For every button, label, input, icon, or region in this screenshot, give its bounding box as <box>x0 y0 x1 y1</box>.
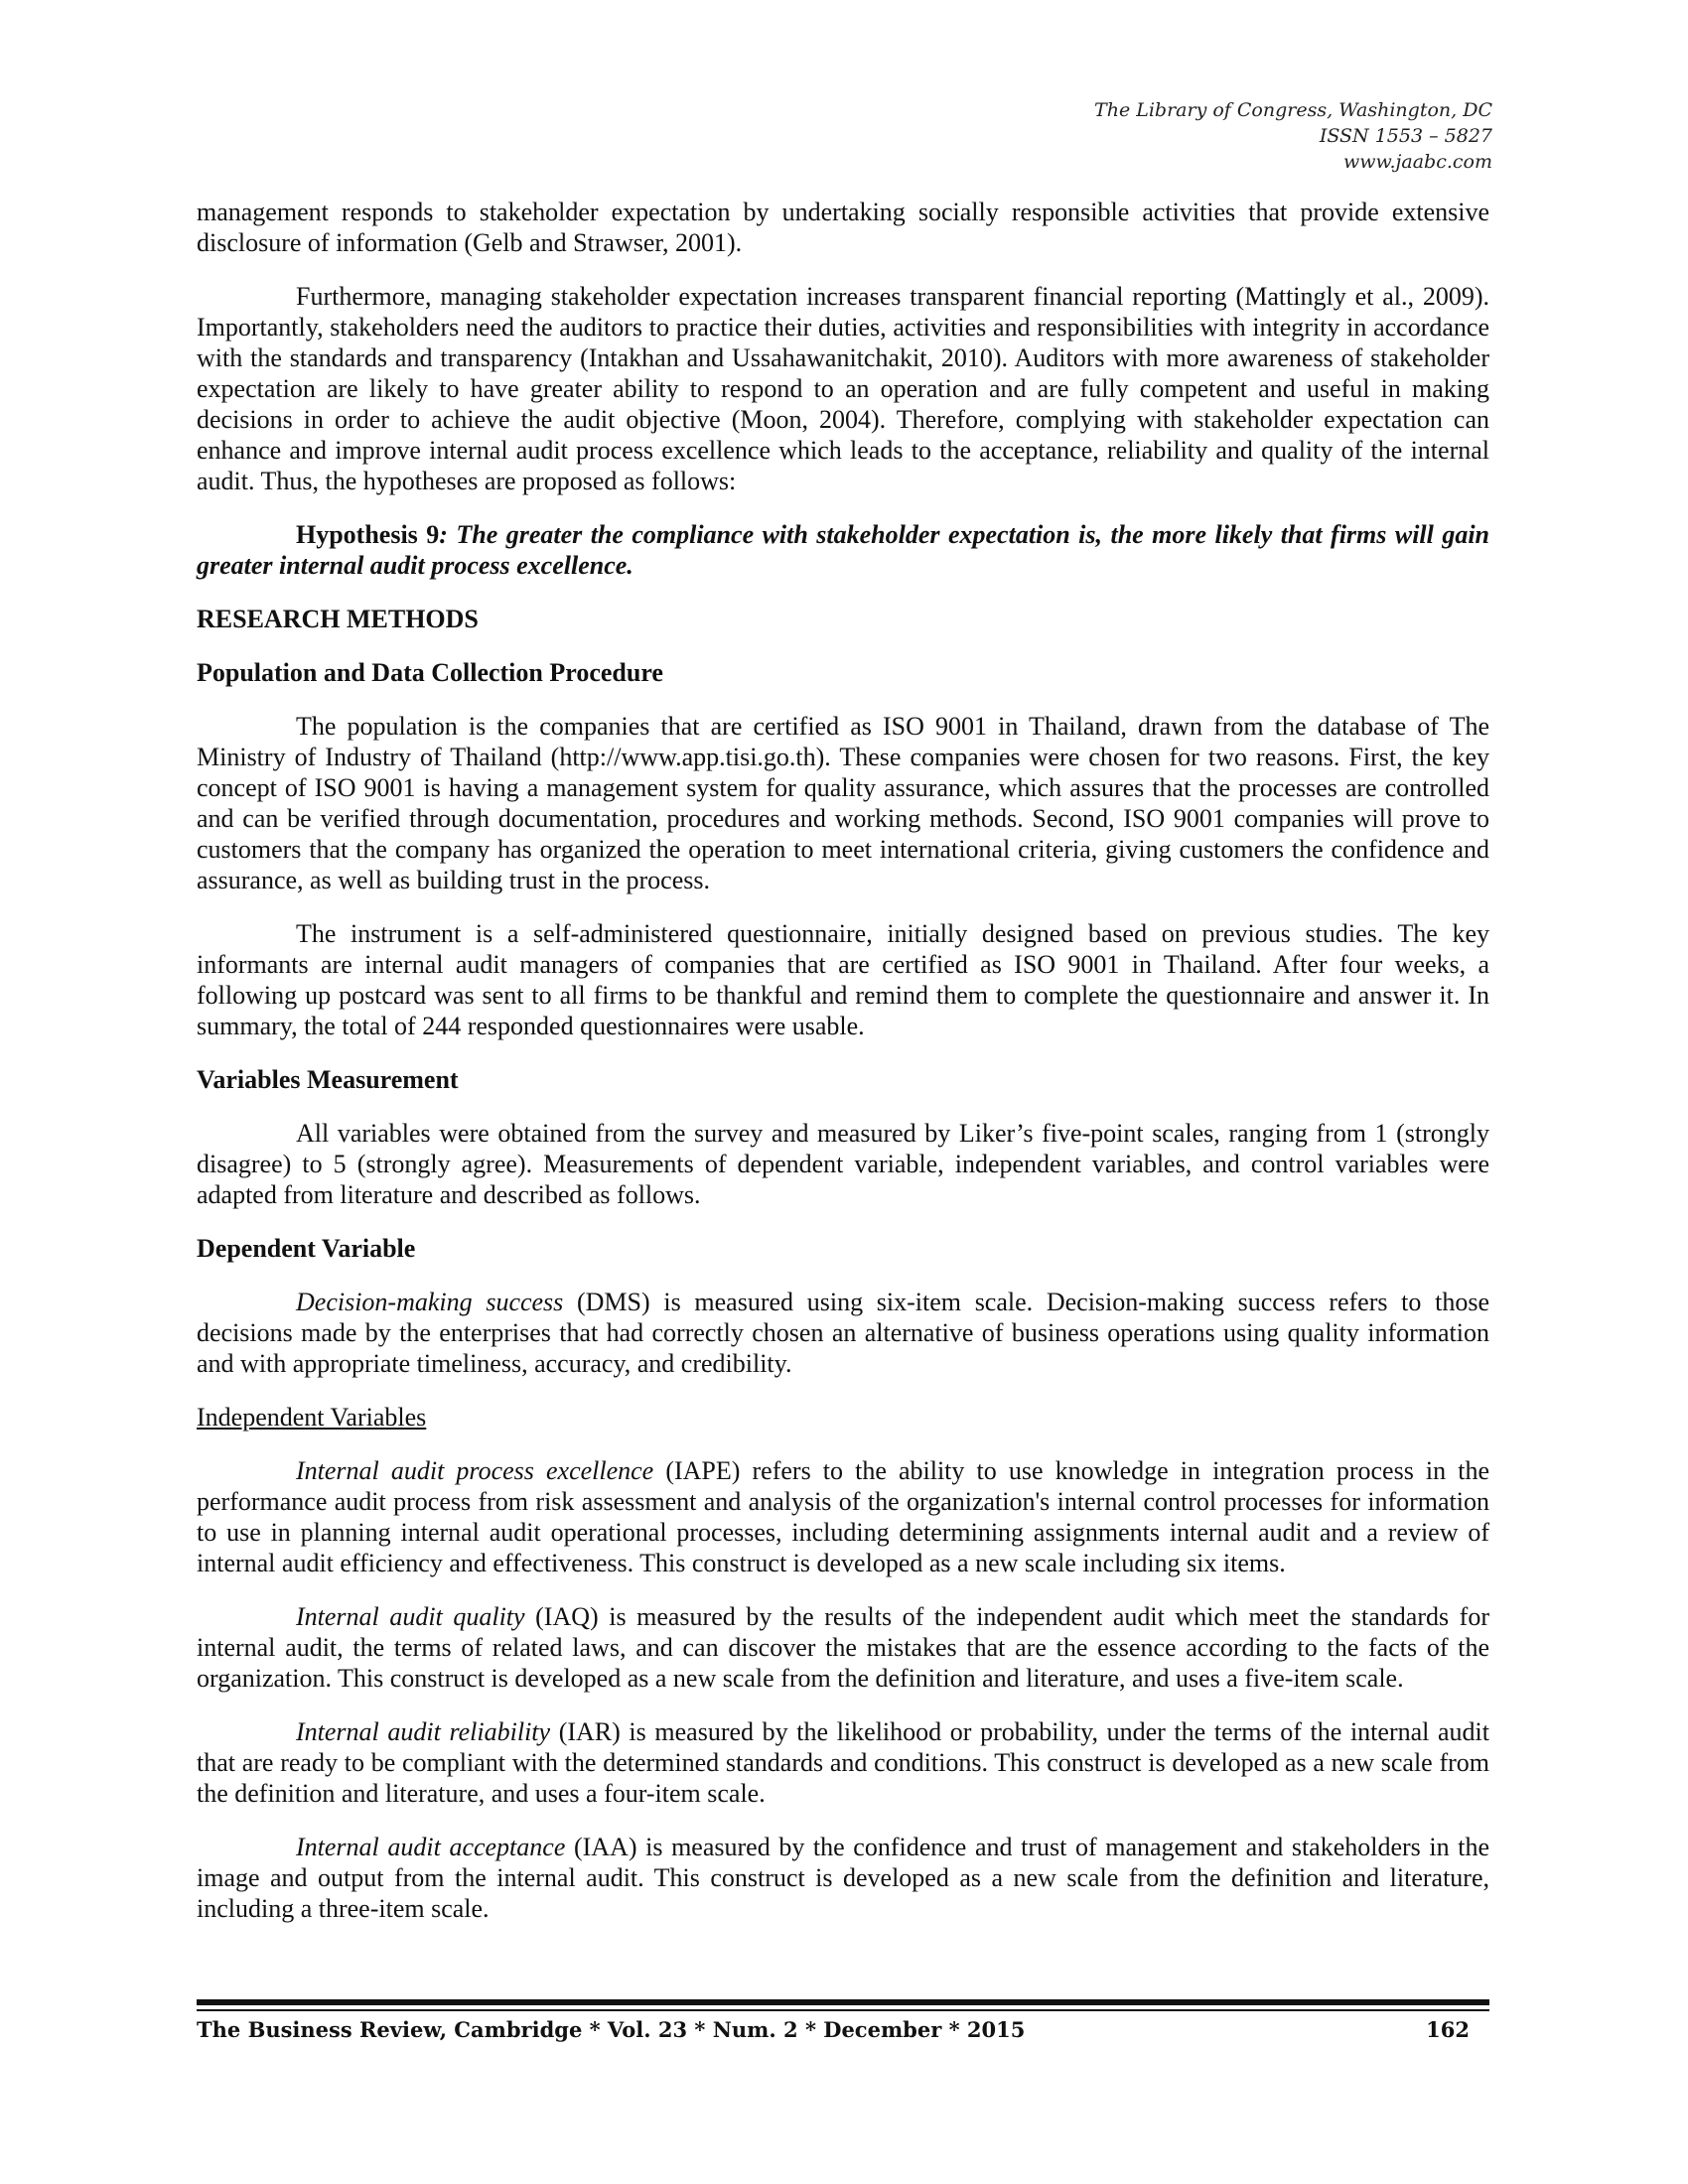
paragraph-iaa <box>197 1832 1489 1924</box>
text-dms: (DMS) is measured using six-item scale. Decision-making success refers to those decisions made by the enterprises that had correctly chosen an alternative of business operations using quality information and with appropriate timeliness, accuracy, and credibility. <box>197 1288 1489 1378</box>
hypothesis-label: Hypothesis 9 <box>296 520 440 549</box>
text-iaq: (IAQ) is measured by the results of the independent audit which meet the standards for internal audit, the terms of related laws, and can discover the mistakes that are the essence according to the facts of the organization. This construct is developed as a new scale from the definition and literature, and uses a five-item scale. <box>197 1602 1489 1693</box>
term-iaa: Internal audit acceptance <box>296 1833 566 1861</box>
text-iape: (IAPE) refers to the ability to use knowledge in integration process in the performance audit process from risk assessment and analysis of the organization's internal control processes for information to use in planning internal audit operational processes, including determining assignments internal audit and a review of internal audit efficiency and effectiveness. This construct is developed as a new scale including six items. <box>197 1456 1489 1577</box>
paragraph-furthermore: Furthermore, managing stakeholder expectation increases transparent financial reporting (Mattingly et al., 2009). Importantly, stakeholders need the auditors to practice their duties, activities and responsibilities with integrity in accordance with the standards and transparency (Intakhan and Ussahawanitchakit, 2010). Auditors with more awareness of stakeholder expectation are likely to have greater ability to respond to an operation and are fully competent and useful in making decisions in order to achieve the audit objective (Moon, 2004). Therefore, complying with stakeholder expectation can enhance and improve internal audit process excellence which leads to the acceptance, reliability and quality of the internal audit. Thus, the hypotheses are proposed as follows: <box>197 282 1489 495</box>
header-library: The Library of Congress, Washington, DC <box>1094 99 1492 121</box>
hypothesis-text: : The greater the compliance with stakeholder expectation is, the more likely that firms will gain greater internal audit process excellence. <box>197 520 1489 580</box>
header-website: www.jaabc.com <box>1342 151 1492 173</box>
text-iar: (IAR) is measured by the likelihood or probability, under the terms of the internal audit that are ready to be compliant with the determined standards and conditions. This construct is developed as a new scale from the definition and literature, and uses a four-item scale. <box>197 1717 1489 1808</box>
footer-journal: The Business Review, Cambridge * Vol. 23 * Num. 2 * December * 2015 <box>197 2017 1026 2042</box>
header-issn: ISSN 1553 – 5827 <box>1319 125 1492 147</box>
text-iaa: (IAA) is measured by the confidence and trust of management and stakeholders in the image and output from the internal audit. This construct is developed as a new scale from the definition and literature, including a three-item scale. <box>197 1833 1489 1923</box>
running-header <box>1094 97 1492 175</box>
term-dms: Decision-making success <box>296 1288 564 1316</box>
term-iar: Internal audit reliability <box>296 1717 551 1746</box>
term-iaq: Internal audit quality <box>296 1602 525 1631</box>
article-body <box>197 197 1489 1947</box>
paragraph-continued: management responds to stakeholder expectation by undertaking socially responsible activities that provide extensive disclosure of information (Gelb and Strawser, 2001). <box>197 198 1489 257</box>
paragraph-instrument: The instrument is a self-administered questionnaire, initially designed based on previous studies. The key informants are internal audit managers of companies that are certified as ISO 9001 in Thailand. After four weeks, a following up postcard was sent to all firms to be thankful and remind them to complete the questionnaire and answer it. In summary, the total of 244 responded questionnaires were usable. <box>197 919 1489 1040</box>
paragraph-population: The population is the companies that are certified as ISO 9001 in Thailand, drawn from the database of The Ministry of Industry of Thailand (http://www.app.tisi.go.th). These companies were chosen for two reasons. First, the key concept of ISO 9001 is having a management system for quality assurance, which assures that the processes are controlled and can be verified through documentation, procedures and working methods. Second, ISO 9001 companies will prove to customers that the company has organized the operation to meet international criteria, giving customers the confidence and assurance, as well as building trust in the process. <box>197 712 1489 894</box>
paragraph-iaq <box>197 1601 1489 1694</box>
heading-variables: Variables Measurement <box>197 1065 459 1094</box>
paragraph-iar <box>197 1716 1489 1809</box>
page-number: 162 <box>1426 2017 1470 2042</box>
footer-rule-thin <box>197 2009 1489 2011</box>
page-footer <box>197 2017 1470 2042</box>
paragraph-iape <box>197 1455 1489 1578</box>
footer-rule-thick <box>197 1999 1489 2005</box>
section-title: RESEARCH METHODS <box>197 605 479 633</box>
paragraph-variables: All variables were obtained from the survey and measured by Liker’s five-point scales, ranging from 1 (strongly disagree) to 5 (strongly agree). Measurements of dependent variable, independent variables, and control variables were adapted from literature and described as follows. <box>197 1119 1489 1209</box>
heading-independent-variables: Independent Variables <box>197 1403 427 1432</box>
paragraph-dms <box>197 1287 1489 1379</box>
heading-population: Population and Data Collection Procedure <box>197 658 663 687</box>
hypothesis-9 <box>197 519 1489 581</box>
term-iape: Internal audit process excellence <box>296 1456 654 1485</box>
heading-dependent-variable: Dependent Variable <box>197 1234 416 1263</box>
